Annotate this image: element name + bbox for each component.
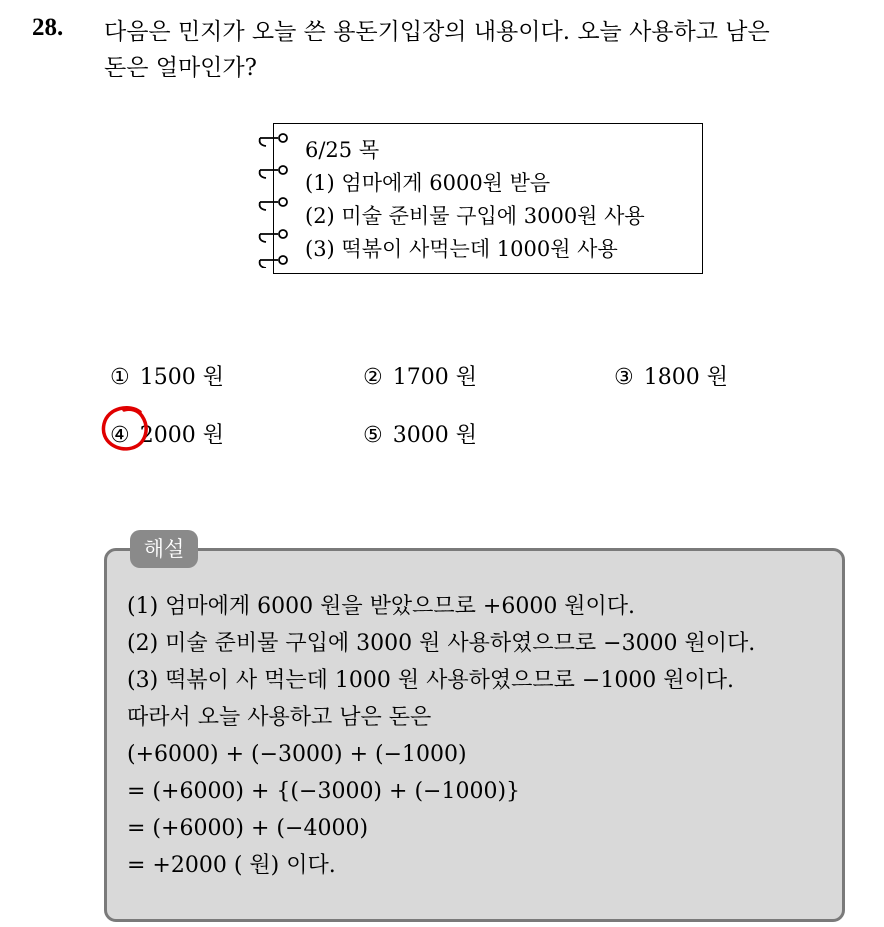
option-marker: ④ xyxy=(110,423,130,448)
solution-line: 따라서 오늘 사용하고 남은 돈은 xyxy=(127,705,432,730)
option-text: 3000 원 xyxy=(392,423,477,448)
note-entry: (1) 엄마에게 6000원 받음 xyxy=(305,171,551,195)
option-2[interactable] xyxy=(363,360,477,391)
solution-line: = (+6000) + (−4000) xyxy=(127,816,369,841)
option-marker: ① xyxy=(110,365,130,390)
note-content xyxy=(305,134,645,266)
question-line-1: 다음은 민지가 오늘 쓴 용돈기입장의 내용이다. 오늘 사용하고 남은 xyxy=(104,19,770,45)
option-text: 2000 원 xyxy=(139,423,224,448)
note-entry: (3) 떡볶이 사먹는데 1000원 사용 xyxy=(305,237,618,261)
option-5[interactable] xyxy=(363,418,477,449)
option-3[interactable] xyxy=(614,360,728,391)
option-marker: ⑤ xyxy=(363,423,383,448)
option-marker: ② xyxy=(363,365,383,390)
option-text: 1800 원 xyxy=(643,365,728,390)
option-text: 1500 원 xyxy=(139,365,224,390)
solution-tab: 해설 xyxy=(130,530,198,568)
solution-line: (+6000) + (−3000) + (−1000) xyxy=(127,742,467,767)
spiral-binding-icon xyxy=(256,128,296,268)
question-line-2: 돈은 얼마인가? xyxy=(104,55,257,81)
answer-circle-mark-icon xyxy=(100,404,152,454)
solution-line: = (+6000) + {(−3000) + (−1000)} xyxy=(127,779,521,804)
solution-line: (2) 미술 준비물 구입에 3000 원 사용하였으므로 −3000 원이다. xyxy=(127,631,756,656)
solution-content xyxy=(127,588,755,884)
note-entry: (2) 미술 준비물 구입에 3000원 사용 xyxy=(305,204,645,228)
solution-line: (1) 엄마에게 6000 원을 받았으므로 +6000 원이다. xyxy=(127,594,636,619)
option-marker: ③ xyxy=(614,365,634,390)
solution-line: = +2000 ( 원) 이다. xyxy=(127,853,336,878)
solution-line: (3) 떡볶이 사 먹는데 1000 원 사용하였으므로 −1000 원이다. xyxy=(127,668,735,693)
note-date: 6/25 목 xyxy=(305,138,380,162)
option-1[interactable] xyxy=(110,360,224,391)
question-text xyxy=(104,14,874,86)
question-number: 28. xyxy=(32,14,64,41)
option-text: 1700 원 xyxy=(392,365,477,390)
